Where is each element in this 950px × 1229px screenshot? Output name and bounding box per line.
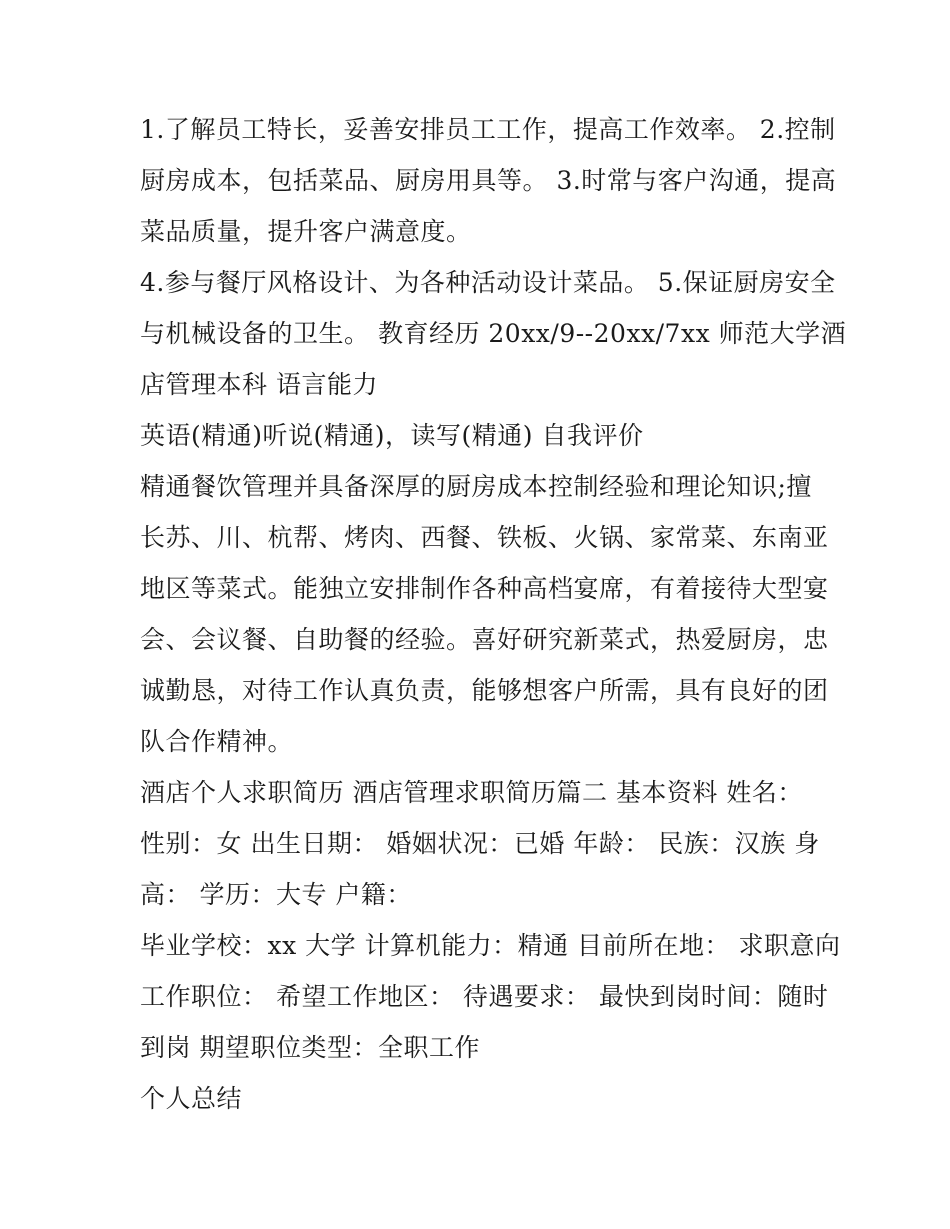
text-line: 个人总结 (140, 1084, 243, 1113)
text-line: 英语(精通)听说(精通)，读写(精通) 自我评价 (140, 421, 644, 450)
text-line: 厨房成本，包括菜品、厨房用具等。 3.时常与客户沟通，提高 (140, 166, 837, 195)
text-line: 4.参与餐厅风格设计、为各种活动设计菜品。 5.保证厨房安全 (140, 268, 836, 297)
text-line: 工作职位： 希望工作地区： 待遇要求： 最快到岗时间：随时 (140, 982, 829, 1011)
text-line: 长苏、川、杭帮、烤肉、西餐、铁板、火锅、家常菜、东南亚 (140, 523, 829, 552)
text-line: 高： 学历：大专 户籍： (140, 880, 412, 909)
text-line: 酒店个人求职简历 酒店管理求职简历篇二 基本资料 姓名： (140, 778, 803, 807)
text-line: 精通餐饮管理并具备深厚的厨房成本控制经验和理论知识;擅 (140, 472, 812, 501)
text-line: 队合作精神。 (140, 727, 294, 756)
text-line: 店管理本科 语言能力 (140, 370, 378, 399)
text-line: 到岗 期望职位类型：全职工作 (140, 1033, 480, 1062)
text-line: 毕业学校：xx 大学 计算机能力：精通 目前所在地： 求职意向 (140, 931, 841, 960)
text-line: 诚勤恳，对待工作认真负责，能够想客户所需，具有良好的团 (140, 676, 829, 705)
text-line: 地区等菜式。能独立安排制作各种高档宴席，有着接待大型宴 (140, 574, 829, 603)
text-line: 性别：女 出生日期： 婚姻状况：已婚 年龄： 民族：汉族 身 (140, 829, 820, 858)
text-line: 菜品质量，提升客户满意度。 (140, 217, 472, 246)
text-line: 与机械设备的卫生。 教育经历 20xx/9--20xx/7xx 师范大学酒 (140, 319, 847, 348)
text-line: 1.了解员工特长，妥善安排员工工作，提高工作效率。 2.控制 (140, 115, 836, 144)
text-line: 会、会议餐、自助餐的经验。喜好研究新菜式，热爱厨房，忠 (140, 625, 829, 654)
